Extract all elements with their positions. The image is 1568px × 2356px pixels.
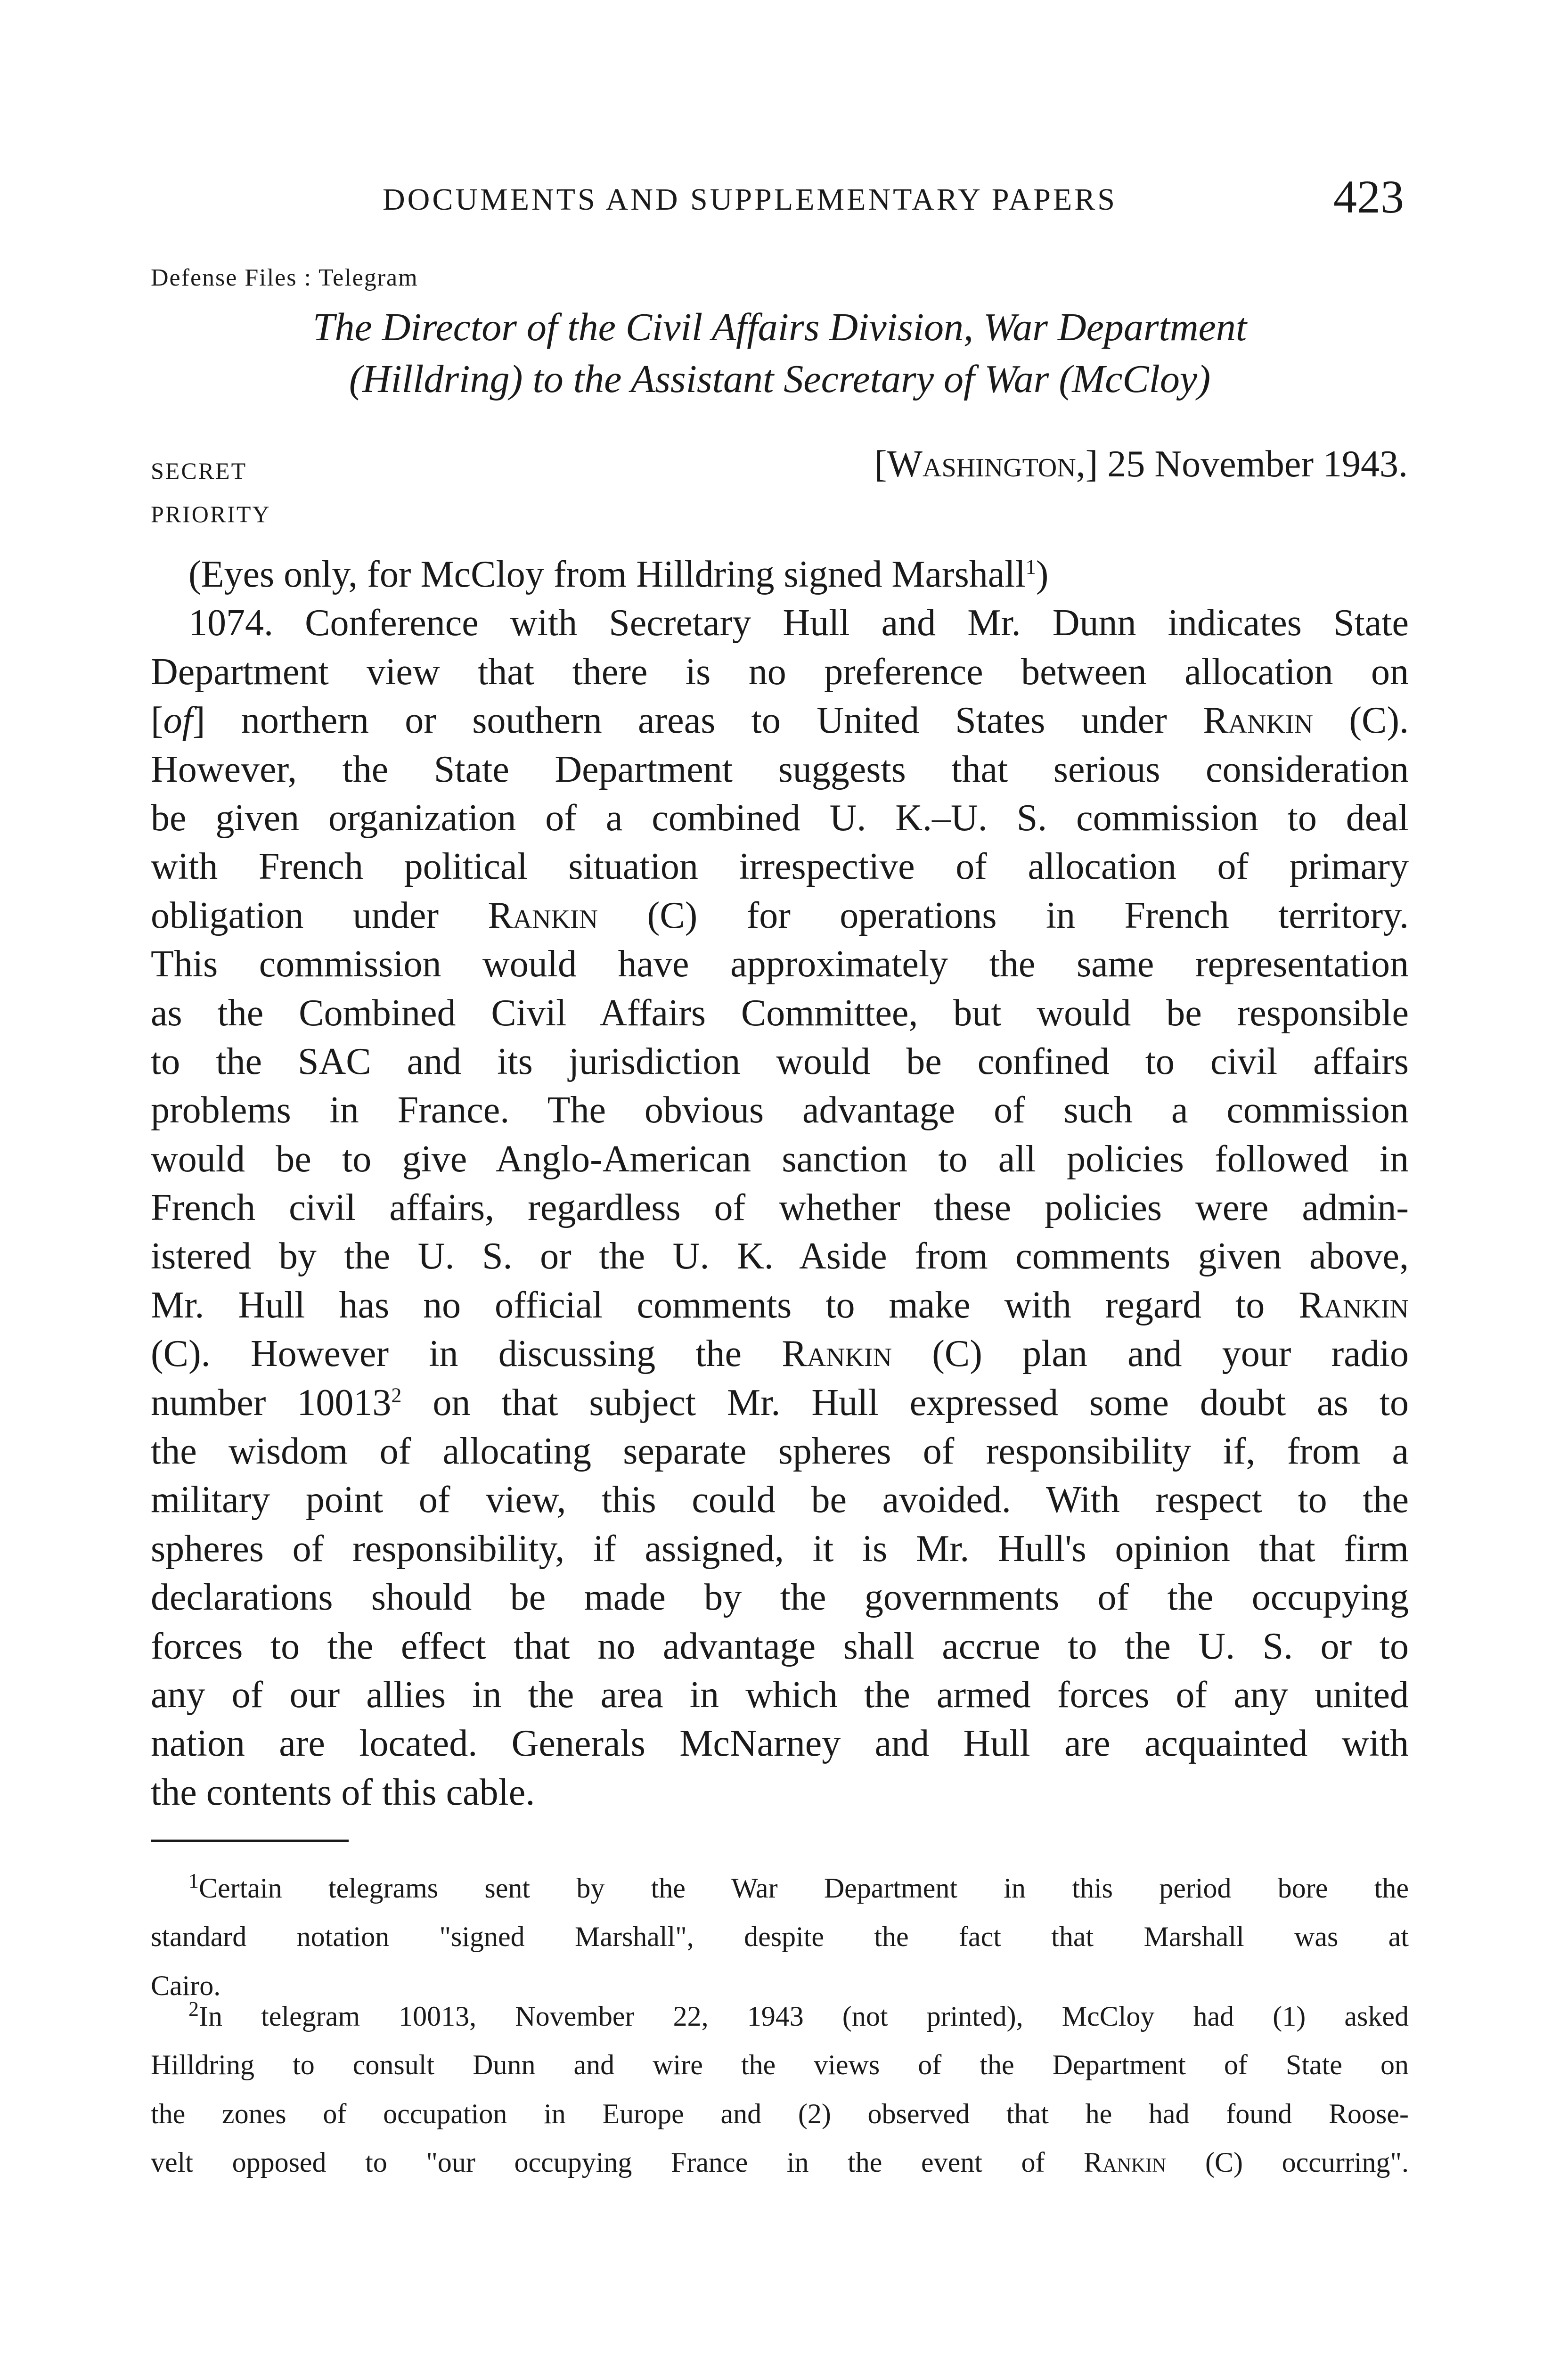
footnote-text: In telegram 10013, November 22, 1943 (not printed), McCloy had (1) asked (199, 2001, 1409, 2032)
telegram-body (151, 550, 1409, 1817)
rankin-term: Rankin (1298, 1284, 1409, 1326)
footnote-text: (C) occurring". (1205, 2147, 1409, 2178)
body-line (151, 1330, 1409, 1378)
body-text-span: ) (1036, 554, 1049, 595)
title-line-2: (Hilldring) to the Assistant Secretary of War (McCloy) (349, 357, 1211, 401)
footnote-divider (151, 1840, 349, 1842)
footnote-line (151, 2001, 1409, 2050)
footnote-line: Cairo. (151, 1970, 221, 2001)
body-text-span: number 10013 (151, 1382, 392, 1423)
footnote-marker-2: 2 (188, 2001, 199, 2021)
page-number: 423 (1333, 171, 1404, 223)
footnote-ref-2: 2 (391, 1383, 402, 1407)
body-line: This commission would have approximately the same representation (151, 943, 1409, 985)
bracket-open: [ (151, 700, 163, 742)
body-line (151, 696, 1409, 745)
body-line: istered by the U. S. or the U. K. Aside from comments given above, (151, 1235, 1409, 1277)
body-line (151, 1379, 1409, 1427)
body-text-span: ] northern or southern areas to United States under (192, 700, 1167, 742)
rankin-term: Rankin (782, 1333, 892, 1375)
body-line: any of our allies in the area in which the armed forces of any united (151, 1674, 1409, 1716)
body-text-span: (Eyes only, for McCloy from Hilldring signed Marshall (188, 554, 1026, 595)
footnote-text: Certain telegrams sent by the War Department in this period bore the (199, 1873, 1409, 1904)
body-line: problems in France. The obvious advantage of such a commission (151, 1089, 1409, 1131)
body-line: as the Combined Civil Affairs Committee, but would be responsible (151, 992, 1409, 1034)
footnote-line (151, 1873, 1409, 1922)
body-text-span: on that subject Mr. Hull expressed some doubt as to (433, 1382, 1409, 1423)
body-line: nation are located. Generals McNarney and Hull are acquainted with (151, 1723, 1409, 1765)
rankin-term: Rankin (1203, 700, 1314, 742)
body-text-span: (C) plan and your radio (932, 1333, 1409, 1375)
body-text-span: Mr. Hull has no official comments to make with regard to (151, 1284, 1265, 1326)
body-line: declarations should be made by the governments of the occupying (151, 1577, 1409, 1619)
body-line: However, the State Department suggests that serious consideration (151, 748, 1409, 790)
dateline-open: [ (874, 443, 887, 485)
editorial-insertion: of (163, 700, 193, 742)
document-title (151, 302, 1409, 405)
body-text-span: (C). (1349, 700, 1409, 742)
classification-priority: PRIORITY (151, 501, 271, 527)
body-line: military point of view, this could be avoided. With respect to the (151, 1479, 1409, 1521)
title-line-1: The Director of the Civil Affairs Division, War Department (312, 305, 1247, 349)
body-text-span: (C). However in discussing the (151, 1333, 742, 1375)
body-line (151, 1281, 1409, 1330)
body-line: with French political situation irrespective of allocation of primary (151, 846, 1409, 888)
dateline-place: Washington, (887, 443, 1086, 485)
rankin-term: Rankin (1084, 2147, 1167, 2178)
rankin-term: Rankin (488, 894, 598, 936)
body-line: the wisdom of allocating separate spheres of responsibility if, from a (151, 1431, 1409, 1472)
body-line: spheres of responsibility, if assigned, it is Mr. Hull's opinion that firm (151, 1528, 1409, 1570)
dateline-rest: ] 25 November 1943. (1085, 443, 1408, 485)
document-source: Defense Files : Telegram (151, 264, 418, 291)
footnote-line (151, 2147, 1409, 2196)
body-line: forces to the effect that no advantage shall accrue to the U. S. or to (151, 1625, 1409, 1667)
body-text-span: (C) for operations in French territory. (647, 894, 1409, 936)
footnote-line: the zones of occupation in Europe and (2) observed that he had found Roose- (151, 2098, 1409, 2129)
body-line: 1074. Conference with Secretary Hull and Mr. Dunn indicates State (188, 602, 1409, 644)
body-line: be given organization of a combined U. K.–U. S. commission to deal (151, 797, 1409, 839)
running-head: DOCUMENTS AND SUPPLEMENTARY PAPERS (383, 182, 1117, 217)
body-line: to the SAC and its jurisdiction would be confined to civil affairs (151, 1040, 1409, 1082)
footnote-line: Hilldring to consult Dunn and wire the views of the Department of State on (151, 2050, 1409, 2081)
body-line: the contents of this cable. (151, 1771, 535, 1813)
footnote-line: standard notation "signed Marshall", despite the fact that Marshall was at (151, 1922, 1409, 1953)
body-text-span: obligation under (151, 894, 439, 936)
dateline (874, 443, 1408, 486)
footnote-text: velt opposed to "our occupying France in the event of (151, 2147, 1045, 2178)
body-line: would be to give Anglo-American sanction to all policies followed in (151, 1138, 1409, 1180)
body-line (151, 550, 1409, 599)
body-line (151, 892, 1409, 940)
classification-secret: SECRET (151, 458, 247, 484)
body-line: French civil affairs, regardless of whether these policies were admin- (151, 1187, 1409, 1229)
footnote-ref-1: 1 (1025, 555, 1036, 579)
footnote-marker-1: 1 (188, 1873, 199, 1892)
footnotes (151, 1873, 1409, 2196)
body-line: Department view that there is no preference between allocation on (151, 651, 1409, 693)
